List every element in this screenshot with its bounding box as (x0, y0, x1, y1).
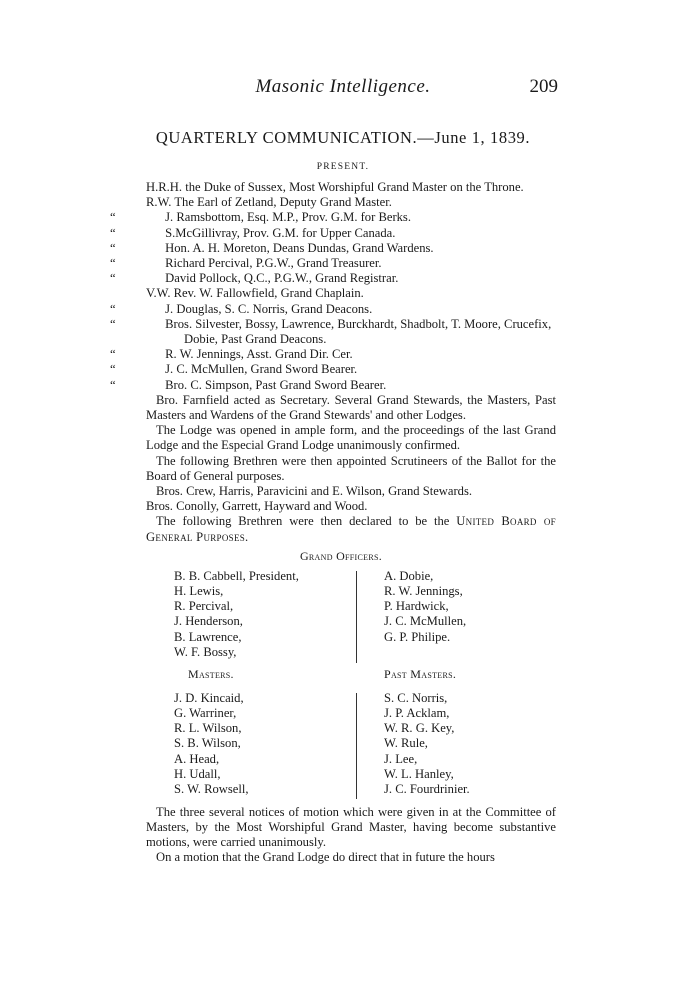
column-divider-2 (356, 693, 357, 799)
section-heading: QUARTERLY COMMUNICATION.—June 1, 1839. (155, 128, 531, 147)
board-member-name: R. Percival, (174, 599, 234, 614)
masters-column (174, 691, 354, 797)
attendee-prefix: “ (110, 301, 116, 316)
attendee-text: J. Douglas, S. C. Norris, Grand Deacons. (165, 301, 373, 316)
attendee-prefix: “ (110, 316, 116, 331)
attendee-text: Bro. C. Simpson, Past Grand Sword Bearer. (165, 377, 387, 392)
attendee-prefix: “ (110, 347, 116, 362)
attendee-prefix: R.W. (146, 195, 172, 210)
board-member-name: B. Lawrence, (174, 629, 242, 644)
attendee-prefix: H.R.H. (146, 180, 183, 194)
board-member-name: R. L. Wilson, (174, 721, 242, 736)
board-member-name: B. B. Cabbell, President, (174, 568, 299, 583)
page-body (110, 180, 556, 866)
column-divider (356, 571, 357, 663)
attendee-line (146, 195, 556, 210)
board-member-name: J. P. Acklam, (384, 706, 450, 721)
board-member-name: H. Lewis, (174, 584, 224, 599)
paragraph-motion-hours: On a motion that the Grand Lodge do direct that in future the hours (156, 850, 495, 865)
attendee-text: R. W. Jennings, Asst. Grand Dir. Cer. (165, 347, 353, 362)
board-lists (146, 548, 556, 797)
attendee-text: Hon. A. H. Moreton, Deans Dundas, Grand Wardens. (165, 240, 434, 255)
paragraph-brothers: Bros. Conolly, Garrett, Hayward and Wood. (146, 499, 368, 514)
past-masters-column (384, 691, 564, 797)
attendee-line (110, 377, 556, 393)
board-member-name: S. C. Norris, (384, 690, 448, 705)
attendee-text: Bros. Silvester, Bossy, Lawrence, Burckhardt, Shadbolt, T. Moore, Crucefix, Dobie, Past Grand Deacons. (165, 316, 552, 347)
board-member-name: J. C. Fourdrinier. (384, 782, 470, 797)
board-member-name: J. C. McMullen, (384, 614, 467, 629)
attendee-prefix: “ (110, 225, 116, 240)
attendee-line (110, 301, 556, 317)
board-member-name: P. Hardwick, (384, 599, 449, 614)
paragraph-secretary: Bro. Farnfield acted as Secretary. Several Grand Stewards, the Masters, Past Masters and Wardens of the Grand Stewards' and other Lodges. (146, 392, 556, 423)
board-declared-title: United Board of General Purposes. (146, 514, 556, 544)
attendee-line (110, 362, 556, 377)
attendee-line (110, 256, 556, 271)
attendee-prefix: “ (110, 362, 116, 377)
attendee-text: David Pollock, Q.C., P.G.W., Grand Registrar. (165, 271, 399, 286)
board-member-name: R. W. Jennings, (384, 584, 463, 599)
paragraph-stewards: Bros. Crew, Harris, Paravicini and E. Wilson, Grand Stewards. (156, 484, 473, 499)
paragraph-notices-of-motion: The three several notices of motion which were given in at the Committee of Masters, by the Most Worshipful Grand Master, having become substantive motions, were carried unanimously. (146, 804, 556, 850)
attendee-line (110, 225, 556, 241)
paragraph-scrutineers: The following Brethren were then appointed Scrutineers of the Ballot for the Board of General purposes. (146, 453, 556, 483)
board-member-name: W. L. Hanley, (384, 766, 454, 781)
grand-officers-left-column (174, 569, 354, 660)
board-member-name: G. Warriner, (174, 706, 237, 721)
attendee-text: S.McGillivray, Prov. G.M. for Upper Canada. (165, 225, 396, 240)
board-member-name: W. Rule, (384, 736, 428, 751)
present-label: PRESENT. (316, 162, 370, 172)
attendee-prefix: “ (110, 256, 116, 271)
attendee-line (110, 271, 556, 286)
attendee-prefix: “ (110, 240, 116, 255)
board-member-name: A. Dobie, (384, 568, 434, 583)
paragraph-lodge-opened: The Lodge was opened in ample form, and the proceedings of the last Grand Lodge and the Especial Grand Lodge unanimously confirmed. (146, 423, 556, 453)
running-head (0, 76, 686, 100)
attendee-text: the Duke of Sussex, Most Worshipful Grand Master on the Throne. (185, 180, 524, 194)
attendee-prefix: “ (110, 271, 116, 286)
board-declared-text: The following Brethren were then declared to be the (156, 514, 450, 529)
attendee-line (146, 180, 556, 195)
paragraph-board-declared (146, 514, 556, 544)
attendee-text: Rev. W. Fallowfield, Grand Chaplain. (173, 286, 364, 301)
page-number: 209 (529, 76, 558, 97)
attendee-text: J. Ramsbottom, Esq. M.P., Prov. G.M. for Berks. (165, 210, 411, 225)
attendee-line (110, 347, 556, 362)
attendee-text: The Earl of Zetland, Deputy Grand Master. (174, 195, 392, 210)
running-head-title: Masonic Intelligence. (255, 76, 431, 97)
attendee-line (146, 286, 556, 301)
attendee-text: Richard Percival, P.G.W., Grand Treasurer. (165, 256, 382, 271)
board-member-name: J. D. Kincaid, (174, 690, 244, 705)
attendee-prefix: “ (110, 210, 116, 225)
board-member-name: S. B. Wilson, (174, 736, 241, 751)
attendee-prefix: “ (110, 377, 116, 392)
board-member-name: S. W. Rowsell, (174, 782, 249, 797)
attendance-list (110, 180, 556, 393)
board-member-name: J. Henderson, (174, 614, 243, 629)
grand-officers-right-column (384, 569, 564, 645)
grand-officers-heading: Grand Officers. (299, 548, 383, 563)
board-member-name: W. R. G. Key, (384, 721, 455, 736)
attendee-text: J. C. McMullen, Grand Sword Bearer. (165, 362, 358, 377)
attendee-line (110, 210, 556, 225)
past-masters-heading: Past Masters. (384, 666, 457, 681)
attendee-line (110, 316, 556, 347)
board-member-name: A. Head, (174, 751, 220, 766)
board-member-name: G. P. Philipe. (384, 629, 451, 644)
board-member-name: J. Lee, (384, 751, 418, 766)
board-member-name: W. F. Bossy, (174, 644, 237, 659)
board-member-name: H. Udall, (174, 766, 221, 781)
attendee-line (110, 240, 556, 256)
attendee-prefix: V.W. (146, 286, 171, 301)
masters-heading: Masters. (188, 666, 234, 681)
